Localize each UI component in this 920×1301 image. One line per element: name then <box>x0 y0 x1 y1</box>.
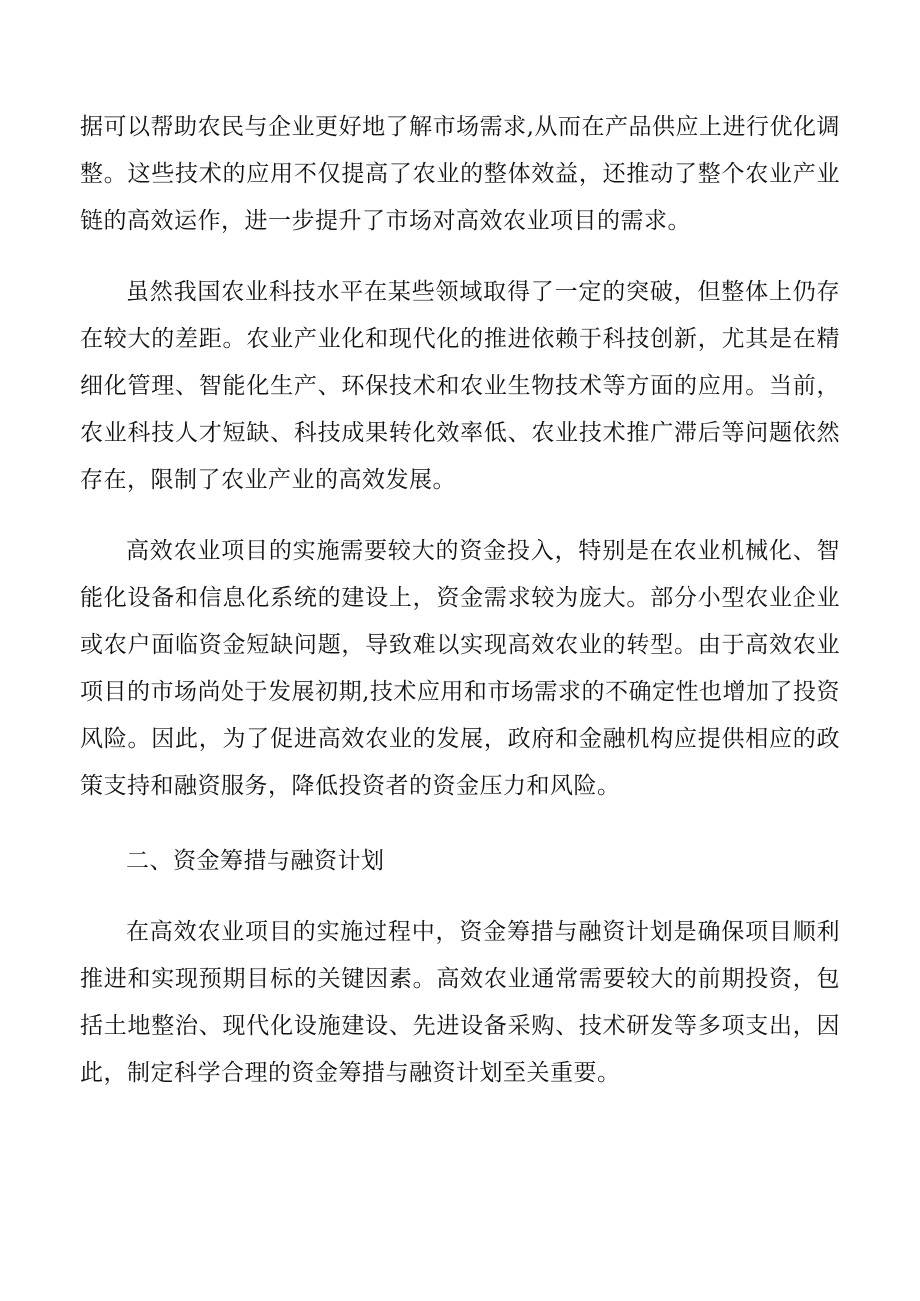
paragraph-financing-plan: 在高效农业项目的实施过程中，资金筹措与融资计划是确保项目顺利推进和实现预期目标的关键因素。高效农业通常需要较大的前期投资，包括土地整治、现代化设施建设、先进设备采购、技术研发等多项支出，因此，制定科学合理的资金筹措与融资计划至关重要。 <box>80 919 840 1086</box>
paragraph-gap <box>80 245 840 269</box>
document-page <box>80 104 840 1097</box>
paragraph-gap <box>80 504 840 528</box>
heading-gap <box>80 885 840 909</box>
section-heading: 二、资金筹措与融资计划 <box>126 848 385 874</box>
paragraph-continued: 据可以帮助农民与企业更好地了解市场需求,从而在产品供应上进行优化调整。这些技术的应用不仅提高了农业的整体效益，还推动了整个农业产业链的高效运作，进一步提升了市场对高效农业项目的需求。 <box>80 114 840 234</box>
paragraph-funding-need: 高效农业项目的实施需要较大的资金投入，特别是在农业机械化、智能化设备和信息化系统的建设上，资金需求较为庞大。部分小型农业企业或农户面临资金短缺问题，导致难以实现高效农业的转型。由于高效农业项目的市场尚处于发展初期,技术应用和市场需求的不确定性也增加了投资风险。因此，为了促进高效农业的发展，政府和金融机构应提供相应的政策支持和融资服务，降低投资者的资金压力和风险。 <box>80 538 840 799</box>
paragraph-tech-gap: 虽然我国农业科技水平在某些领域取得了一定的突破，但整体上仍存在较大的差距。农业产业化和现代化的推进依赖于科技创新，尤其是在精细化管理、智能化生产、环保技术和农业生物技术等方面的应用。当前，农业科技人才短缺、科技成果转化效率低、农业技术推广滞后等问题依然存在，限制了农业产业的高效发展。 <box>80 279 840 493</box>
heading-gap <box>80 810 840 838</box>
